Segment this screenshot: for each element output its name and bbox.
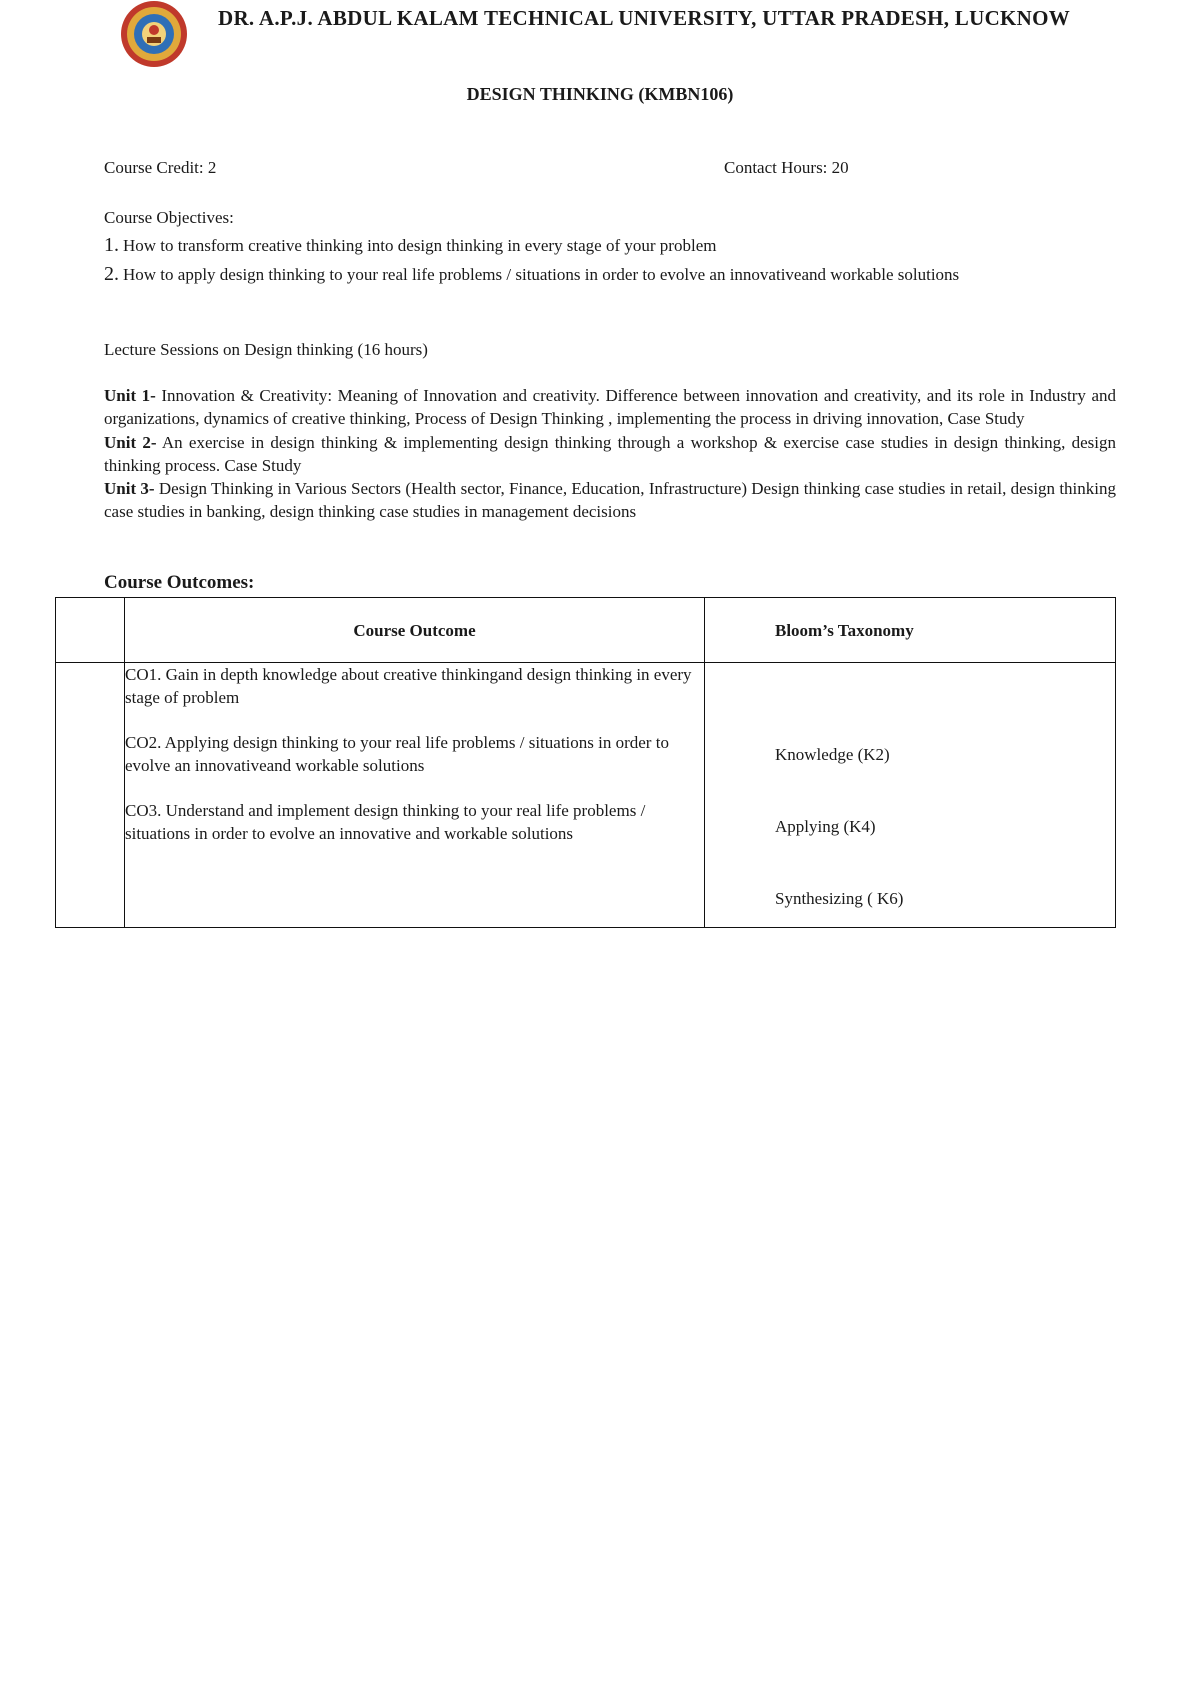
objectives-list bbox=[104, 234, 1054, 292]
bloom-cell bbox=[705, 663, 1116, 928]
objective-item bbox=[104, 234, 1054, 257]
unit-label: Unit 2- bbox=[104, 432, 157, 452]
objective-text: How to apply design thinking to your real life problems / situations in order to evolve an innovativeand workable solutions bbox=[123, 265, 960, 284]
contact-hours: Contact Hours: 20 bbox=[724, 158, 849, 177]
outcome-cell bbox=[125, 663, 705, 928]
column-header-course-outcome: Course Outcome bbox=[125, 598, 705, 663]
course-title: DESIGN THINKING (KMBN106) bbox=[466, 84, 734, 104]
objective-item bbox=[104, 263, 1054, 286]
unit-item bbox=[104, 431, 1116, 478]
bloom-co1: Knowledge (K2) bbox=[775, 745, 890, 764]
bloom-co3: Synthesizing ( K6) bbox=[775, 889, 904, 908]
course-credit: Course Credit: 2 bbox=[104, 158, 217, 177]
course-outcomes-table bbox=[55, 597, 1116, 928]
unit-text: An exercise in design thinking & implementing design thinking through a workshop & exercise case studies in design thinking, design thinking process. Case Study bbox=[104, 432, 1117, 475]
university-name: DR. A.P.J. ABDUL KALAM TECHNICAL UNIVERSITY, UTTAR PRADESH, LUCKNOW bbox=[218, 6, 1071, 30]
outcome-co3: CO3. Understand and implement design thinking to your real life problems / situations in order to evolve an innovative and workable solutions bbox=[125, 801, 646, 843]
table-header-row bbox=[56, 598, 1116, 663]
unit-text: Innovation & Creativity: Meaning of Innovation and creativity. Difference between innovation and creativity, and its role in Industry and organizations, dynamics of creative thinking, Process of Design Thinking , implementing the process in driving innovation, Case Study bbox=[104, 386, 1116, 429]
objective-number: 1. bbox=[104, 234, 119, 256]
outcomes-heading: Course Outcomes: bbox=[104, 572, 255, 593]
unit-text: Design Thinking in Various Sectors (Health sector, Finance, Education, Infrastructure) Design thinking case studies in retail, design thinking case studies in banking, design thinking case studies in management decisions bbox=[104, 479, 1116, 522]
table-header-blank bbox=[56, 598, 125, 663]
units-section bbox=[104, 384, 1116, 524]
university-logo bbox=[120, 0, 188, 68]
lecture-sessions: Lecture Sessions on Design thinking (16 hours) bbox=[104, 340, 428, 359]
objective-number: 2. bbox=[104, 263, 119, 285]
column-header-blooms-taxonomy: Bloom’s Taxonomy bbox=[705, 598, 1116, 663]
unit-label: Unit 1- bbox=[104, 386, 156, 405]
table-row bbox=[56, 663, 1116, 928]
unit-item bbox=[104, 384, 1116, 431]
unit-label: Unit 3- bbox=[104, 479, 155, 499]
objectives-heading: Course Objectives: bbox=[104, 208, 234, 227]
table-cell-blank bbox=[56, 663, 125, 928]
outcome-co1: CO1. Gain in depth knowledge about creative thinkingand design thinking in every stage of problem bbox=[125, 665, 692, 707]
unit-item bbox=[104, 477, 1116, 524]
bloom-co2: Applying (K4) bbox=[775, 817, 876, 836]
outcome-co2: CO2. Applying design thinking to your real life problems / situations in order to evolve an innovativeand workable solutions bbox=[125, 733, 669, 775]
objective-text: How to transform creative thinking into design thinking in every stage of your problem bbox=[123, 236, 717, 255]
